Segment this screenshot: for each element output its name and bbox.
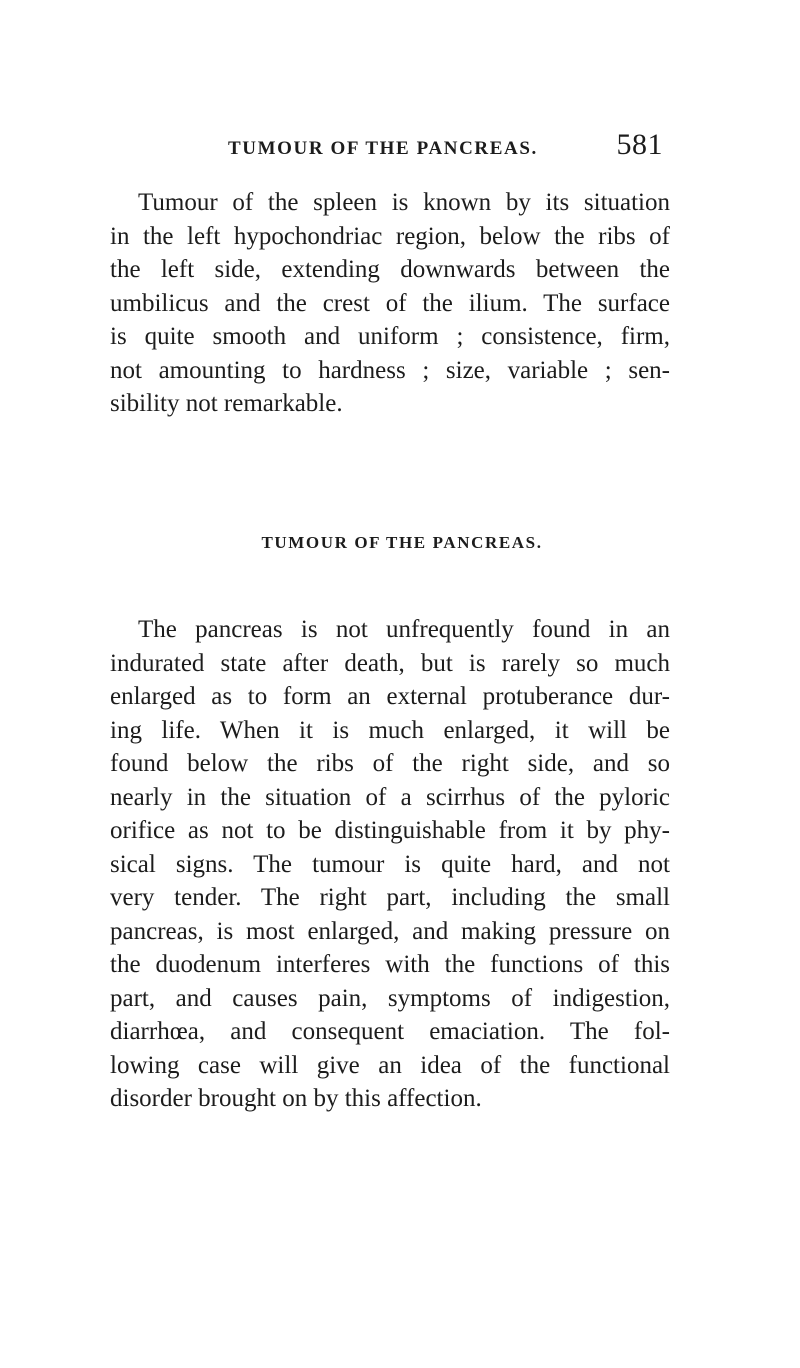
text-line: pancreas, is most enlarged, and making pressure on <box>110 917 670 945</box>
text-line: Tumour of the spleen is known by its situation <box>138 189 670 216</box>
text-line: very tender. The right part, including the small <box>110 884 670 911</box>
text-line: umbilicus and the crest of the ilium. The surface <box>110 289 670 317</box>
text-line: found below the ribs of the right side, and so <box>110 750 670 777</box>
text-line: part, and causes pain, symptoms of indigestion, <box>110 984 670 1012</box>
text-line: sical signs. The tumour is quite hard, and not <box>110 850 670 878</box>
text-line: The pancreas is not unfrequently found in an <box>138 616 670 643</box>
text-line: ing life. When it is much enlarged, it will be <box>110 716 670 744</box>
paragraph-spleen-tumour <box>110 186 670 421</box>
text-line: diarrhœa, and consequent emaciation. The fol- <box>110 1018 670 1045</box>
text-line: in the left hypochondriac region, below the ribs of <box>110 222 670 250</box>
text-line: the left side, extending downwards between the <box>110 256 670 283</box>
text-line: is quite smooth and uniform ; consistence, firm, <box>110 323 670 350</box>
page-number: 581 <box>616 128 663 161</box>
running-title: TUMOUR OF THE PANCREAS. <box>228 138 538 159</box>
text-line: indurated state after death, but is rarely so much <box>110 649 670 677</box>
text-line: the duodenum interferes with the functions of this <box>110 951 670 978</box>
text-line: nearly in the situation of a scirrhus of the pyloric <box>110 783 670 811</box>
text-line: lowing case will give an idea of the functional <box>110 1051 670 1079</box>
text-line: enlarged as to form an external protuberance dur- <box>110 683 670 710</box>
text-line: disorder brought on by this affection. <box>110 1085 482 1112</box>
text-line: sibility not remarkable. <box>110 390 343 417</box>
text-line: not amounting to hardness ; size, variable ; sen- <box>110 356 670 384</box>
running-head <box>228 128 663 168</box>
section-heading: TUMOUR OF THE PANCREAS. <box>261 533 543 552</box>
text-line: orifice as not to be distinguishable from it by phy- <box>110 817 670 844</box>
paragraph-pancreas-tumour <box>110 613 670 1116</box>
